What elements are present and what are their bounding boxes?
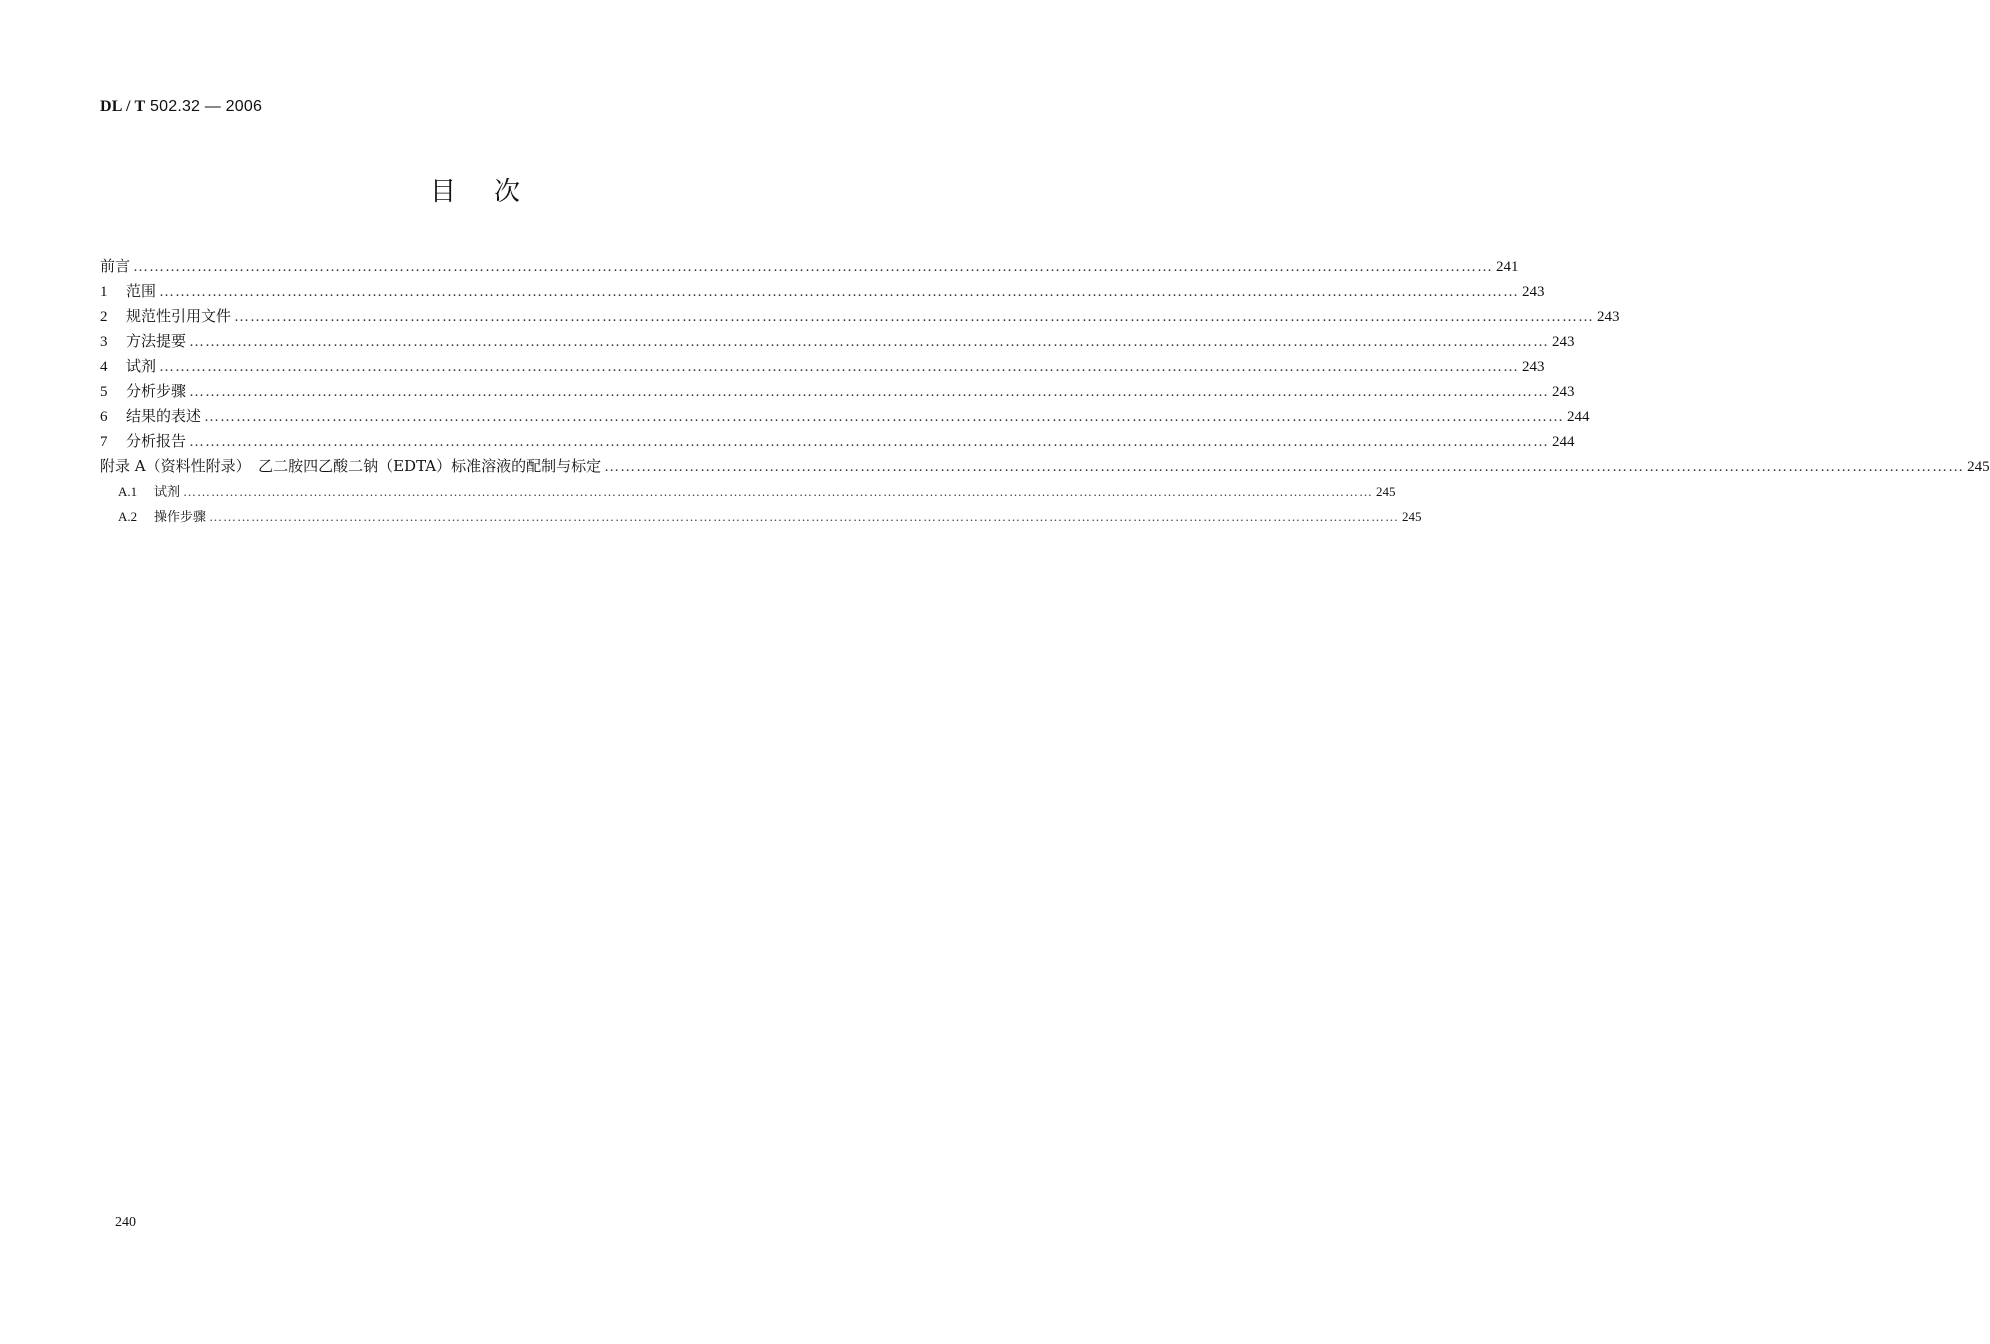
toc-entry-reagents[interactable] bbox=[100, 354, 1545, 379]
toc-entry-label: 规范性引用文件 bbox=[126, 307, 232, 325]
toc-entry-annex-a[interactable] bbox=[100, 454, 1990, 479]
toc-dot-leader: ………………………………………………………………………………………………………………………………………………………………………………………………………………………………… bbox=[159, 359, 1520, 375]
toc-entry-label: 试剂 bbox=[154, 485, 181, 500]
toc-entry-number: 5 bbox=[100, 384, 108, 400]
toc-entry-number: 6 bbox=[100, 409, 108, 425]
toc-entry-page: 244 bbox=[1552, 434, 1575, 450]
standard-code-prefix: DL / T bbox=[100, 98, 146, 115]
toc-entry-page: 243 bbox=[1552, 384, 1575, 400]
toc-entry-page: 243 bbox=[1552, 334, 1575, 350]
toc-entry-label: 范围 bbox=[126, 282, 157, 300]
toc-entry-normative-references[interactable] bbox=[100, 304, 1620, 329]
toc-entry-analysis-report[interactable] bbox=[100, 429, 1575, 454]
toc-entry-number: A.2 bbox=[118, 509, 138, 524]
toc-entry-label: 方法提要 bbox=[126, 332, 187, 350]
toc-entry-label: 前言 bbox=[100, 257, 131, 275]
toc-entry-annex-a1[interactable] bbox=[100, 479, 1396, 504]
toc-entry-scope[interactable] bbox=[100, 279, 1545, 304]
toc-dot-leader: ………………………………………………………………………………………………………………………………………………………………………………………………………………………………… bbox=[234, 309, 1595, 325]
toc-entry-number: 2 bbox=[100, 309, 108, 325]
toc-entry-label: 分析报告 bbox=[126, 432, 187, 450]
page-title: 目次 bbox=[429, 177, 558, 207]
toc-entry-page: 245 bbox=[1376, 484, 1396, 499]
toc-dot-leader: ………………………………………………………………………………………………………………………………………………………………………………………………………………………………… bbox=[183, 484, 1374, 499]
toc-entry-analysis-steps[interactable] bbox=[100, 379, 1575, 404]
toc-entry-page: 245 bbox=[1967, 459, 1990, 475]
toc-dot-leader: ………………………………………………………………………………………………………………………………………………………………………………………………………………………………… bbox=[133, 259, 1494, 275]
toc-entry-page: 243 bbox=[1522, 359, 1545, 375]
toc-entry-annex-a2[interactable] bbox=[100, 504, 1422, 529]
standard-code-number: 502.32 — 2006 bbox=[145, 98, 263, 115]
toc-entry-label: 分析步骤 bbox=[126, 382, 187, 400]
toc-dot-leader: ………………………………………………………………………………………………………………………………………………………………………………………………………………………………… bbox=[189, 384, 1550, 400]
toc-entry-label: 附录 A（资料性附录） 乙二胺四乙酸二钠（EDTA）标准溶液的配制与标定 bbox=[100, 457, 602, 475]
toc-entry-page: 244 bbox=[1567, 409, 1590, 425]
toc-entry-page: 245 bbox=[1402, 509, 1422, 524]
toc-dot-leader: ………………………………………………………………………………………………………………………………………………………………………………………………………………………………… bbox=[159, 284, 1520, 300]
toc-entry-number: 1 bbox=[100, 284, 108, 300]
toc-entry-number: 4 bbox=[100, 359, 108, 375]
toc-dot-leader: ………………………………………………………………………………………………………………………………………………………………………………………………………………………………… bbox=[209, 509, 1400, 524]
toc-entry-page: 243 bbox=[1597, 309, 1620, 325]
toc-entry-method-summary[interactable] bbox=[100, 329, 1575, 354]
toc-entry-page: 243 bbox=[1522, 284, 1545, 300]
toc-entry-label: 结果的表述 bbox=[126, 407, 202, 425]
toc-entry-label: 试剂 bbox=[126, 357, 157, 375]
toc-entry-number: 7 bbox=[100, 434, 108, 450]
toc-entry-page: 241 bbox=[1496, 259, 1519, 275]
toc-entry-number: 3 bbox=[100, 334, 108, 350]
toc-entry-foreword[interactable] bbox=[100, 254, 1519, 279]
table-of-contents bbox=[100, 254, 1990, 529]
toc-dot-leader: ………………………………………………………………………………………………………………………………………………………………………………………………………………………………… bbox=[189, 434, 1550, 450]
toc-entry-label: 操作步骤 bbox=[154, 510, 207, 525]
toc-dot-leader: ………………………………………………………………………………………………………………………………………………………………………………………………………………………………… bbox=[189, 334, 1550, 350]
standard-code-header bbox=[100, 96, 262, 118]
toc-entry-expression-of-results[interactable] bbox=[100, 404, 1590, 429]
toc-entry-number: A.1 bbox=[118, 484, 138, 499]
toc-dot-leader: ………………………………………………………………………………………………………………………………………………………………………………………………………………………………… bbox=[204, 409, 1565, 425]
toc-dot-leader: ………………………………………………………………………………………………………………………………………………………………………………………………………………………………… bbox=[604, 459, 1965, 475]
page-number: 240 bbox=[115, 1215, 136, 1230]
